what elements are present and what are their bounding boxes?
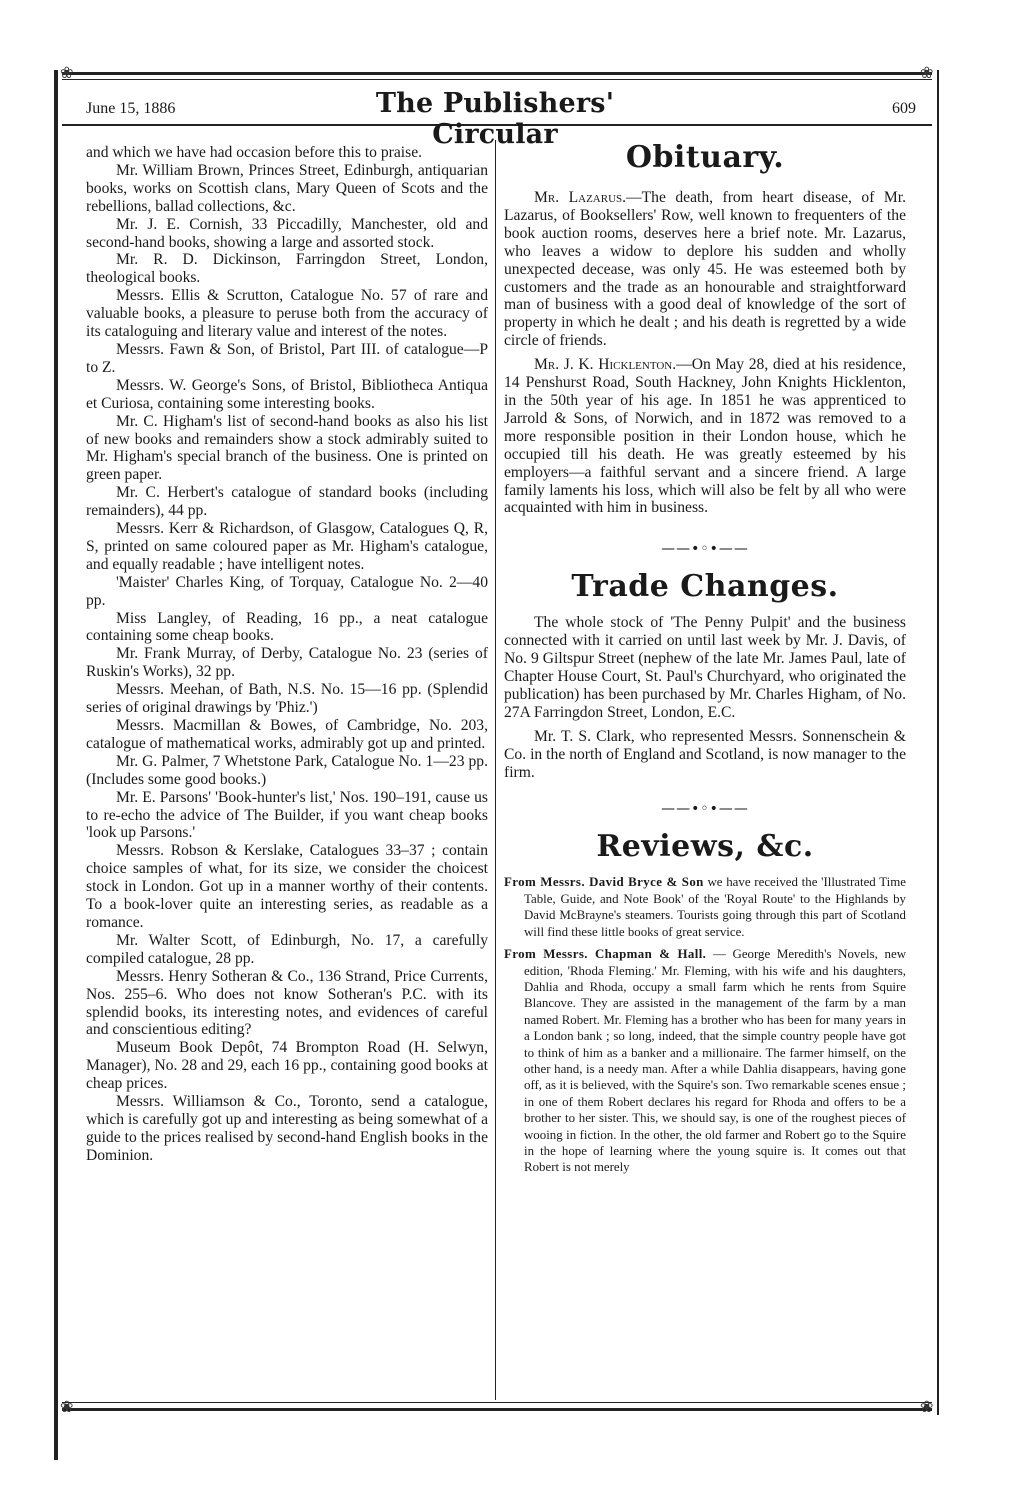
corner-ornament-icon: ❀: [60, 1397, 74, 1416]
page-number: 609: [892, 100, 916, 117]
publication-title: The Publishers' Circular: [375, 88, 615, 150]
catalogue-notice-paragraph: Messrs. Fawn & Son, of Bristol, Part III. of catalogue—P to Z.: [86, 340, 488, 376]
obituary-entry: [504, 356, 906, 517]
catalogue-notice-paragraph: Messrs. Robson & Kerslake, Catalogues 33–37 ; contain choice samples of what, for its size, we consider the choicest stock in London. Got up in a manner worthy of their contents. To a book-lover quite an interesting series, as readable as a romance.: [86, 842, 488, 931]
section-ornament: ——•◦•——: [661, 801, 749, 818]
reviews-heading: Reviews, &c.: [596, 829, 814, 865]
catalogue-notice-paragraph: Messrs. W. George's Sons, of Bristol, Bibliotheca Antiqua et Curiosa, containing some interesting books.: [86, 376, 488, 412]
reviews-entries: [504, 874, 906, 1175]
review-text: we have received the 'Illustrated Time Table, Guide, and Note Book' of the 'Royal Route' to the Highlands by David McBrayne's steamers. Tourists going through this part of Scotland will find these little books of great service.: [524, 875, 906, 939]
review-text: — George Meredith's Novels, new edition, 'Rhoda Fleming.' Mr. Fleming, with his wife and his daughters, Dahlia and Rhoda, occupy a small farm which he rents from Squire Blancove. They are assisted in the management of the farm by a man named Robert. Mr. Fleming has a brother who has been for many years in a London bank ; so long, indeed, that the simple country people have got to think of him as a banker and a millionaire. The farmer himself, on the other hand, is a needy man. After a while Dahlia disappears, having gone off, as it is believed, with the Squire's son. Two remarkable scenes ensue ; in one of them Robert declares his regard for Rhoda and offers to be a brother to her sister. This, we should say, is one of the roughest pieces of wooing in fiction. In the other, the old farmer and Robert go to the Squire in the hope of learning where the young squire is. It comes out that Robert is not merely: [524, 947, 907, 1175]
obituary-name: Mr. J. K. Hicklenton.: [534, 356, 677, 374]
catalogue-notice-paragraph: Mr. C. Herbert's catalogue of standard books (including remainders), 44 pp.: [86, 484, 488, 520]
catalogue-notice-paragraph: Messrs. Meehan, of Bath, N.S. No. 15—16 pp. (Splendid series of original drawings by 'Phiz.'): [86, 681, 488, 717]
top-border-rule: [62, 72, 932, 75]
review-lead: From Messrs. David Bryce & Son: [504, 875, 704, 890]
catalogue-notice-paragraph: Messrs. Ellis & Scrutton, Catalogue No. 57 of rare and valuable books, a pleasure to peruse both from the accuracy of its cataloguing and literary value and interest of the notes.: [86, 287, 488, 341]
bottom-border-rule: [62, 1408, 932, 1411]
column-divider: [495, 140, 496, 1400]
trade-changes-heading: Trade Changes.: [571, 569, 839, 605]
review-lead: From Messrs. Chapman & Hall.: [504, 947, 707, 962]
left-margin-rule: [54, 70, 58, 1460]
corner-ornament-icon: ❀: [60, 63, 74, 82]
catalogue-notice-paragraph: 'Maister' Charles King, of Torquay, Catalogue No. 2—40 pp.: [86, 573, 488, 609]
catalogue-notice-paragraph: and which we have had occasion before this to praise.: [86, 144, 423, 161]
section-ornament: ——•◦•——: [661, 541, 749, 558]
review-entry: [504, 946, 906, 1176]
catalogue-notice-paragraph: Mr. Walter Scott, of Edinburgh, No. 17, a carefully compiled catalogue, 28 pp.: [86, 931, 488, 967]
catalogue-notice-paragraph: Mr. C. Higham's list of second-hand books as also his list of new books and remainders show a stock admirably suited to Mr. Higham's special branch of the business. One is printed on green paper.: [86, 412, 488, 484]
corner-ornament-icon: ❀: [920, 63, 934, 82]
obituary-text: —The death, from heart disease, of Mr. Lazarus, of Booksellers' Row, well known to frequenters of the book auction rooms, deserves here a brief note. Mr. Lazarus, who leaves a widow to deplore his sudden and wholly unexpected decease, was only 45. He was esteemed both by customers and the trade as an honourable and straightforward man of business with a good deal of knowledge of the sort of property in which he dealt ; and his death is regretted by a wide circle of friends.: [504, 189, 906, 350]
catalogue-notice-paragraph: Messrs. Macmillan & Bowes, of Cambridge, No. 203, catalogue of mathematical works, admirably got up and printed.: [86, 717, 488, 752]
catalogue-notice-paragraph: Mr. R. D. Dickinson, Farringdon Street, London, theological books.: [86, 251, 488, 287]
right-column: [504, 140, 906, 1176]
trade-changes-paragraphs: [504, 614, 906, 781]
issue-date: June 15, 1886: [86, 100, 176, 117]
obituary-text: —On May 28, died at his residence, 14 Penshurst Road, South Hackney, John Knights Hicklenton, in the 50th year of his age. In 1851 he was apprenticed to Jarrold & Sons, of Norwich, and in 1872 was removed to a more responsible position in their London house, which he occupied till his death. He was greatly esteemed by his employers—a faithful servant and a sincere friend. A large family laments his loss, which will also be felt by all who were acquainted with him in business.: [504, 356, 906, 517]
trade-change-paragraph: Mr. T. S. Clark, who represented Messrs. Sonnenschein & Co. in the north of England and Scotland, is now manager to the firm.: [504, 727, 906, 781]
corner-ornament-icon: ❀: [920, 1397, 934, 1416]
catalogue-notice-paragraph: Mr. G. Palmer, 7 Whetstone Park, Catalogue No. 1—23 pp. (Includes some good books.): [86, 752, 488, 788]
obituary-heading: Obituary.: [625, 140, 785, 175]
catalogue-notice-paragraph: Museum Book Depôt, 74 Brompton Road (H. Selwyn, Manager), No. 28 and 29, each 16 pp., containing good books at cheap prices.: [86, 1039, 488, 1093]
left-column: [86, 144, 488, 1165]
obituary-name: Mr. Lazarus.: [534, 189, 627, 206]
top-border-rule-thin: [62, 79, 932, 80]
catalogue-notice-paragraph: Mr. Frank Murray, of Derby, Catalogue No. 23 (series of Ruskin's Works), 32 pp.: [86, 645, 488, 681]
trade-change-paragraph: The whole stock of 'The Penny Pulpit' and the business connected with it carried on until last week by Mr. J. Davis, of No. 9 Giltspur Street (nephew of the late Mr. James Paul, late of Chapter House Court, St. Paul's Churchyard, who originated the publication) has been purchased by Mr. Charles Higham, of No. 27A Farringdon Street, London, E.C.: [504, 614, 906, 721]
catalogue-notice-paragraph: Mr. E. Parsons' 'Book-hunter's list,' Nos. 190–191, cause us to re-echo the advice of The Builder, if you want cheap books 'look up Parsons.': [86, 788, 488, 842]
obituary-entries: [504, 189, 906, 517]
catalogue-notice-paragraph: Messrs. Williamson & Co., Toronto, send a catalogue, which is carefully got up and interesting as being somewhat of a guide to the prices realised by second-hand English books in the Dominion.: [86, 1093, 488, 1164]
obituary-entry: [504, 189, 906, 350]
catalogue-notice-paragraph: Miss Langley, of Reading, 16 pp., a neat catalogue containing some cheap books.: [86, 609, 488, 645]
catalogue-notice-paragraph: Mr. William Brown, Princes Street, Edinburgh, antiquarian books, works on Scottish clans, Mary Queen of Scots and the rebellions, ballad collections, &c.: [86, 161, 488, 215]
review-entry: [504, 874, 906, 940]
catalogue-notice-paragraph: Messrs. Kerr & Richardson, of Glasgow, Catalogues Q, R, S, printed on same coloured paper as Mr. Higham's catalogue, and equally readable ; have intelligent notes.: [86, 520, 488, 573]
catalogue-notice-paragraph: Mr. J. E. Cornish, 33 Piccadilly, Manchester, old and second-hand books, showing a large and assorted stock.: [86, 215, 488, 251]
bottom-border-rule-thin: [62, 1402, 932, 1403]
catalogue-notice-paragraph: Messrs. Henry Sotheran & Co., 136 Strand, Price Currents, Nos. 255–6. Who does not know Sotheran's P.C. with its splendid books, its interesting notes, and evidences of careful and conscientious editing?: [86, 967, 488, 1039]
right-margin-rule: [937, 70, 939, 1415]
